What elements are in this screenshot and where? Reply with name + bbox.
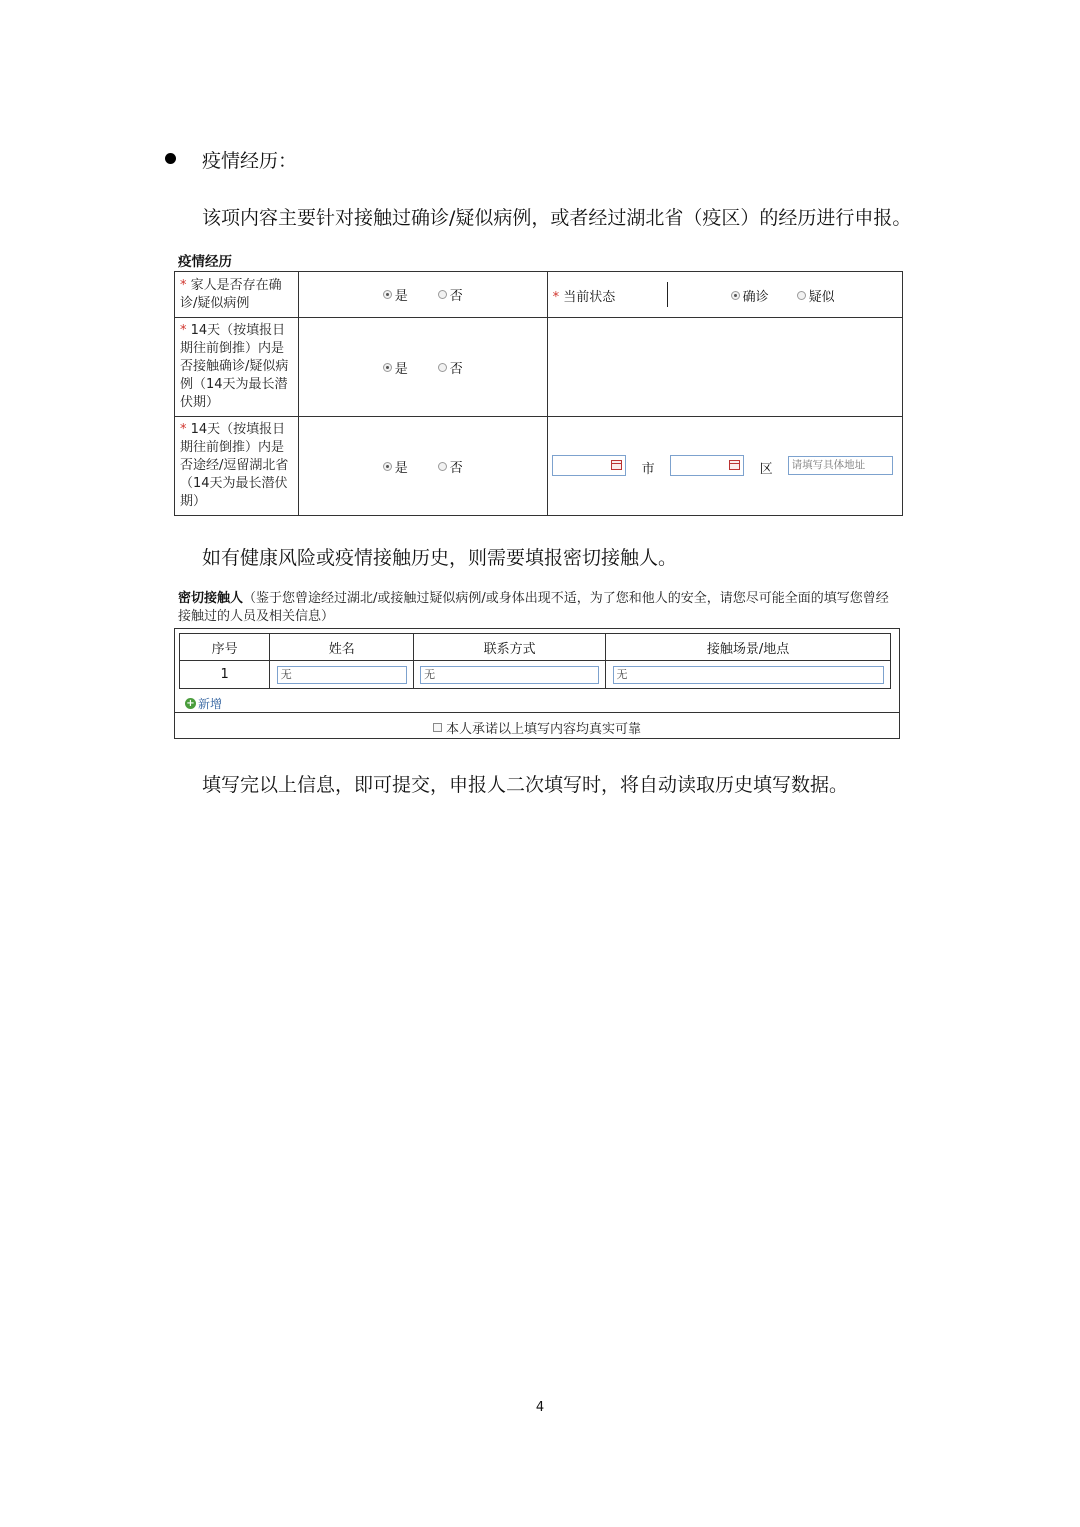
table-row <box>180 661 891 689</box>
calendar-icon[interactable] <box>729 460 740 470</box>
family-case-no-radio[interactable]: 否 <box>438 285 463 304</box>
column-header: 联系方式 <box>414 634 606 661</box>
add-contact-button[interactable]: + 新增 <box>186 697 223 711</box>
name-input[interactable]: 无 <box>277 666 407 684</box>
family-case-question: * 家人是否存在确诊/疑似病例 <box>175 272 299 318</box>
radio-checked-icon <box>383 363 392 372</box>
address-input[interactable]: 请填写具体地址 <box>788 456 893 475</box>
column-header: 序号 <box>180 634 270 661</box>
city-label: 市 <box>641 462 655 477</box>
epidemic-history-title: 疫情经历 <box>178 254 232 270</box>
status-confirmed-radio[interactable]: 确诊 <box>731 286 769 305</box>
commitment-label: 本人承诺以上填写内容均真实可靠 <box>445 722 641 737</box>
location-cell <box>547 417 902 516</box>
hubei-travel-question: * 14天（按填报日期往前倒推）内是否途经/逗留湖北省（14天为最长潜伏期） <box>175 417 299 516</box>
close-contacts-header: 密切接触人（鉴于您曾途经过湖北/或接触过疑似病例/或身体出现不适，为了您和他人的安全，请您尽可能全面的填写您曾经接触过的人员及相关信息） <box>178 591 889 624</box>
hubei-travel-yes-radio[interactable]: 是 <box>383 457 408 476</box>
submit-info-paragraph: 填写完以上信息，即可提交，申报人二次填写时，将自动读取历史填写数据。 <box>202 774 849 796</box>
status-suspected-radio[interactable]: 疑似 <box>797 286 835 305</box>
family-case-options <box>298 272 547 318</box>
empty-cell <box>547 318 902 417</box>
intro-paragraph: 该项内容主要针对接触过确诊/疑似病例，或者经过湖北省（疫区）的经历进行申报。 <box>202 207 912 229</box>
close-contacts-table <box>179 633 891 689</box>
commitment-checkbox[interactable] <box>433 723 442 732</box>
radio-unchecked-icon <box>438 363 447 372</box>
commitment-row <box>175 718 899 737</box>
district-date-input[interactable] <box>670 455 744 476</box>
row-index: 1 <box>180 661 270 689</box>
page-number: 4 <box>535 1400 545 1415</box>
table-header-row <box>180 634 891 661</box>
hubei-travel-no-radio[interactable]: 否 <box>438 457 463 476</box>
contact-case-question: * 14天（按填报日期往前倒推）内是否接触确诊/疑似病例（14天为最长潜伏期） <box>175 318 299 417</box>
section-heading: 疫情经历： <box>202 150 298 172</box>
contact-input[interactable]: 无 <box>420 666 599 684</box>
contact-case-options <box>298 318 547 417</box>
city-date-input[interactable] <box>552 455 626 476</box>
radio-unchecked-icon <box>438 290 447 299</box>
family-case-yes-radio[interactable]: 是 <box>383 285 408 304</box>
contact-case-no-radio[interactable]: 否 <box>438 358 463 377</box>
bullet-icon <box>165 153 176 164</box>
divider <box>175 712 899 713</box>
radio-checked-icon <box>383 290 392 299</box>
column-header: 接触场景/地点 <box>606 634 891 661</box>
contact-case-yes-radio[interactable]: 是 <box>383 358 408 377</box>
current-status-label: * 当前状态 <box>552 290 616 305</box>
current-status-cell <box>547 272 902 318</box>
radio-unchecked-icon <box>797 291 806 300</box>
calendar-icon[interactable] <box>611 460 622 470</box>
column-header: 姓名 <box>270 634 414 661</box>
epidemic-history-table <box>174 271 903 516</box>
district-label: 区 <box>759 462 773 477</box>
hubei-travel-options <box>298 417 547 516</box>
radio-checked-icon <box>731 291 740 300</box>
scene-input[interactable]: 无 <box>613 666 884 684</box>
close-contacts-panel <box>174 628 900 739</box>
contact-intro-paragraph: 如有健康风险或疫情接触历史，则需要填报密切接触人。 <box>202 547 678 569</box>
plus-icon: + <box>186 698 195 709</box>
radio-checked-icon <box>383 462 392 471</box>
radio-unchecked-icon <box>438 462 447 471</box>
separator <box>667 282 668 307</box>
